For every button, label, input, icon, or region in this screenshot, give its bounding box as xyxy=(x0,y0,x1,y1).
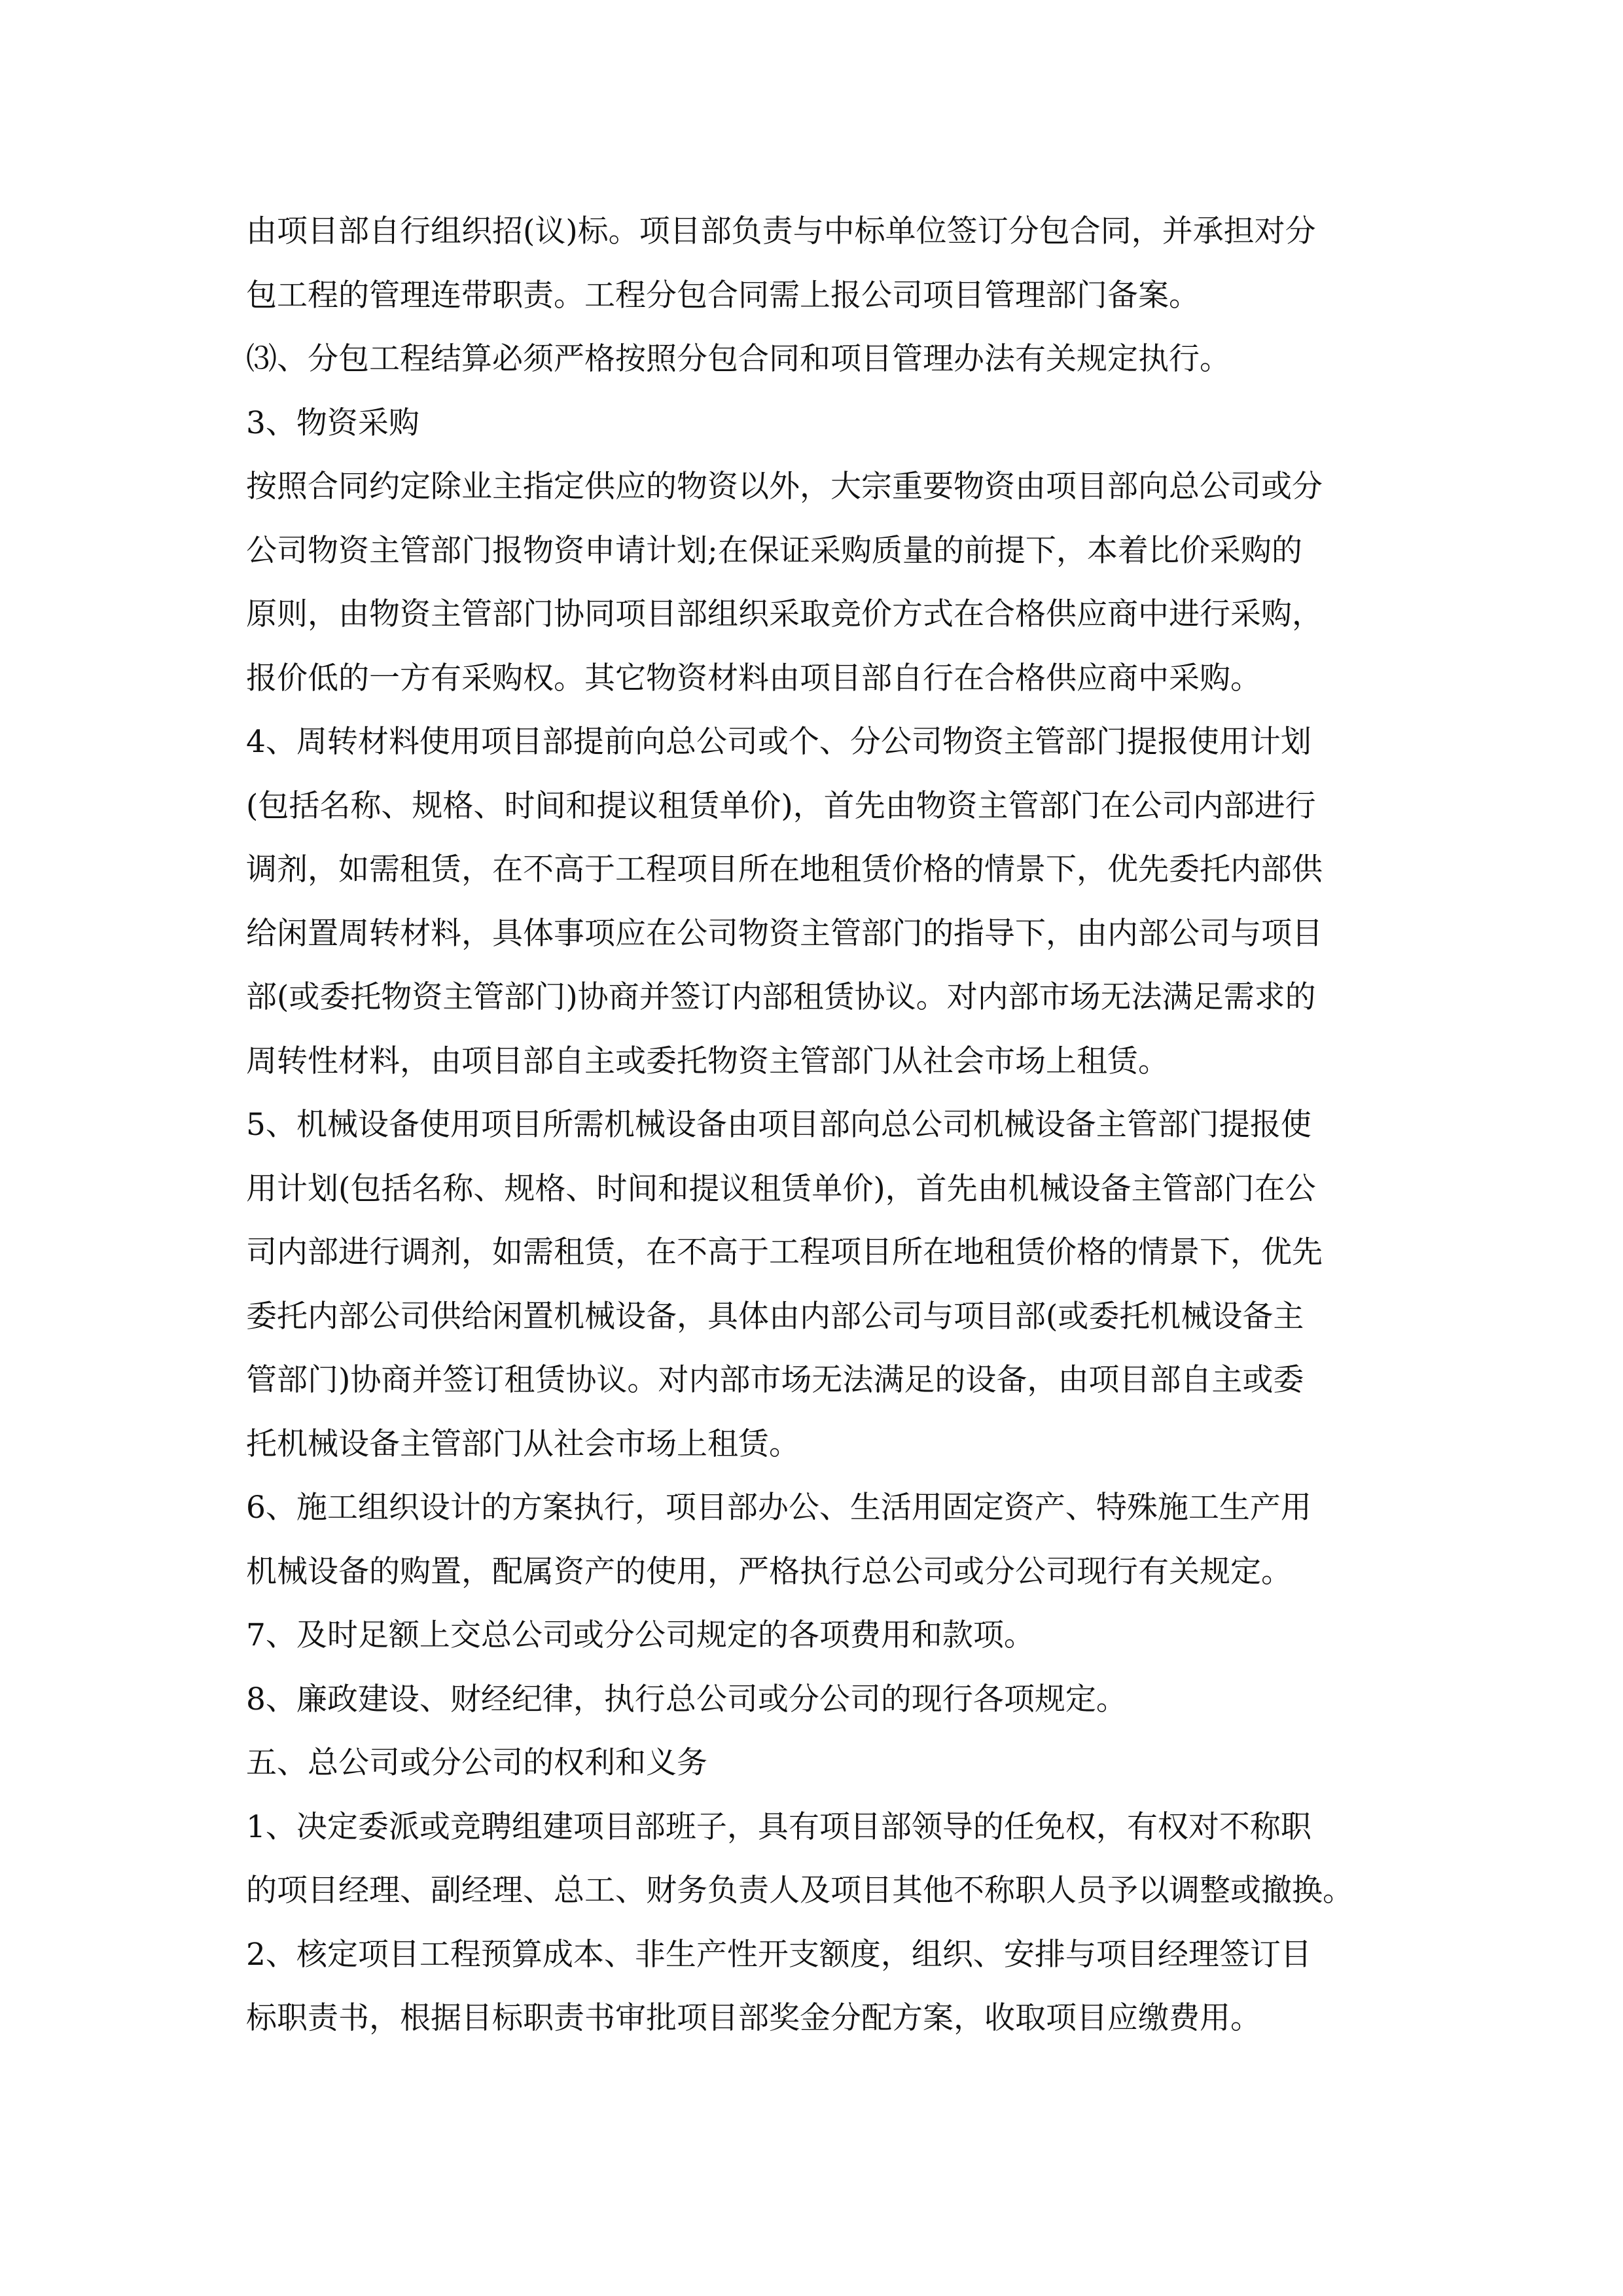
text-line: 标职责书，根据目标职责书审批项目部奖金分配方案，收取项目应缴费用。 xyxy=(246,2000,1261,2036)
text-line: 报价低的一方有采购权。其它物资材料由项目部自行在合格供应商中采购。 xyxy=(246,660,1261,696)
text-line: 托机械设备主管部门从社会市场上租赁。 xyxy=(246,1426,800,1462)
text-line: 调剂，如需租赁，在不高于工程项目所在地租赁价格的情景下，优先委托内部供 xyxy=(246,852,1323,888)
text-line: 5、机械设备使用项目所需机械设备由项目部向总公司机械设备主管部门提报使 xyxy=(246,1107,1311,1143)
text-line: 司内部进行调剂，如需租赁，在不高于工程项目所在地租赁价格的情景下，优先 xyxy=(246,1234,1323,1270)
text-line: 1、决定委派或竞聘组建项目部班子，具有项目部领导的任免权，有权对不称职 xyxy=(246,1808,1311,1845)
text-line: 用计划(包括名称、规格、时间和提议租赁单价)，首先由机械设备主管部门在公 xyxy=(246,1170,1316,1207)
text-line: 7、及时足额上交总公司或分公司规定的各项费用和款项。 xyxy=(246,1617,1035,1653)
text-line: ⑶、分包工程结算必须严格按照分包合同和项目管理办法有关规定执行。 xyxy=(246,341,1230,377)
text-line: (包括名称、规格、时间和提议租赁单价)，首先由物资主管部门在公司内部进行 xyxy=(246,787,1316,824)
section-heading: 五、总公司或分公司的权利和义务 xyxy=(246,1745,707,1781)
text-line: 包工程的管理连带职责。工程分包合同需上报公司项目管理部门备案。 xyxy=(246,277,1200,314)
text-line: 机械设备的购置，配属资产的使用，严格执行总公司或分公司现行有关规定。 xyxy=(246,1553,1292,1590)
text-line: 周转性材料，由项目部自主或委托物资主管部门从社会市场上租赁。 xyxy=(246,1043,1169,1079)
text-line: 管部门)协商并签订租赁协议。对内部市场无法满足的设备，由项目部自主或委 xyxy=(246,1362,1304,1398)
text-line: 8、廉政建设、财经纪律，执行总公司或分公司的现行各项规定。 xyxy=(246,1681,1127,1717)
text-line: 6、施工组织设计的方案执行，项目部办公、生活用固定资产、特殊施工生产用 xyxy=(246,1490,1311,1526)
text-line: 委托内部公司供给闲置机械设备，具体由内部公司与项目部(或委托机械设备主 xyxy=(246,1298,1304,1335)
text-line: 4、周转材料使用项目部提前向总公司或个、分公司物资主管部门提报使用计划 xyxy=(246,724,1311,760)
text-line: 原则，由物资主管部门协同项目部组织采取竞价方式在合格供应商中进行采购， xyxy=(246,596,1323,632)
document-body xyxy=(246,200,1385,2051)
text-line: 按照合同约定除业主指定供应的物资以外，大宗重要物资由项目部向总公司或分 xyxy=(246,469,1323,505)
text-line: 的项目经理、副经理、总工、财务负责人及项目其他不称职人员予以调整或撤换。 xyxy=(246,1873,1353,1909)
section-heading: 3、物资采购 xyxy=(246,404,419,441)
text-line: 部(或委托物资主管部门)协商并签订内部租赁协议。对内部市场无法满足需求的 xyxy=(246,979,1316,1015)
text-line: 给闲置周转材料，具体事项应在公司物资主管部门的指导下，由内部公司与项目 xyxy=(246,915,1323,952)
text-line: 公司物资主管部门报物资申请计划;在保证采购质量的前提下，本着比价采购的 xyxy=(246,532,1302,569)
text-line: 由项目部自行组织招(议)标。项目部负责与中标单位签订分包合同，并承担对分 xyxy=(246,213,1316,249)
text-line: 2、核定项目工程预算成本、非生产性开支额度，组织、安排与项目经理签订目 xyxy=(246,1936,1311,1973)
